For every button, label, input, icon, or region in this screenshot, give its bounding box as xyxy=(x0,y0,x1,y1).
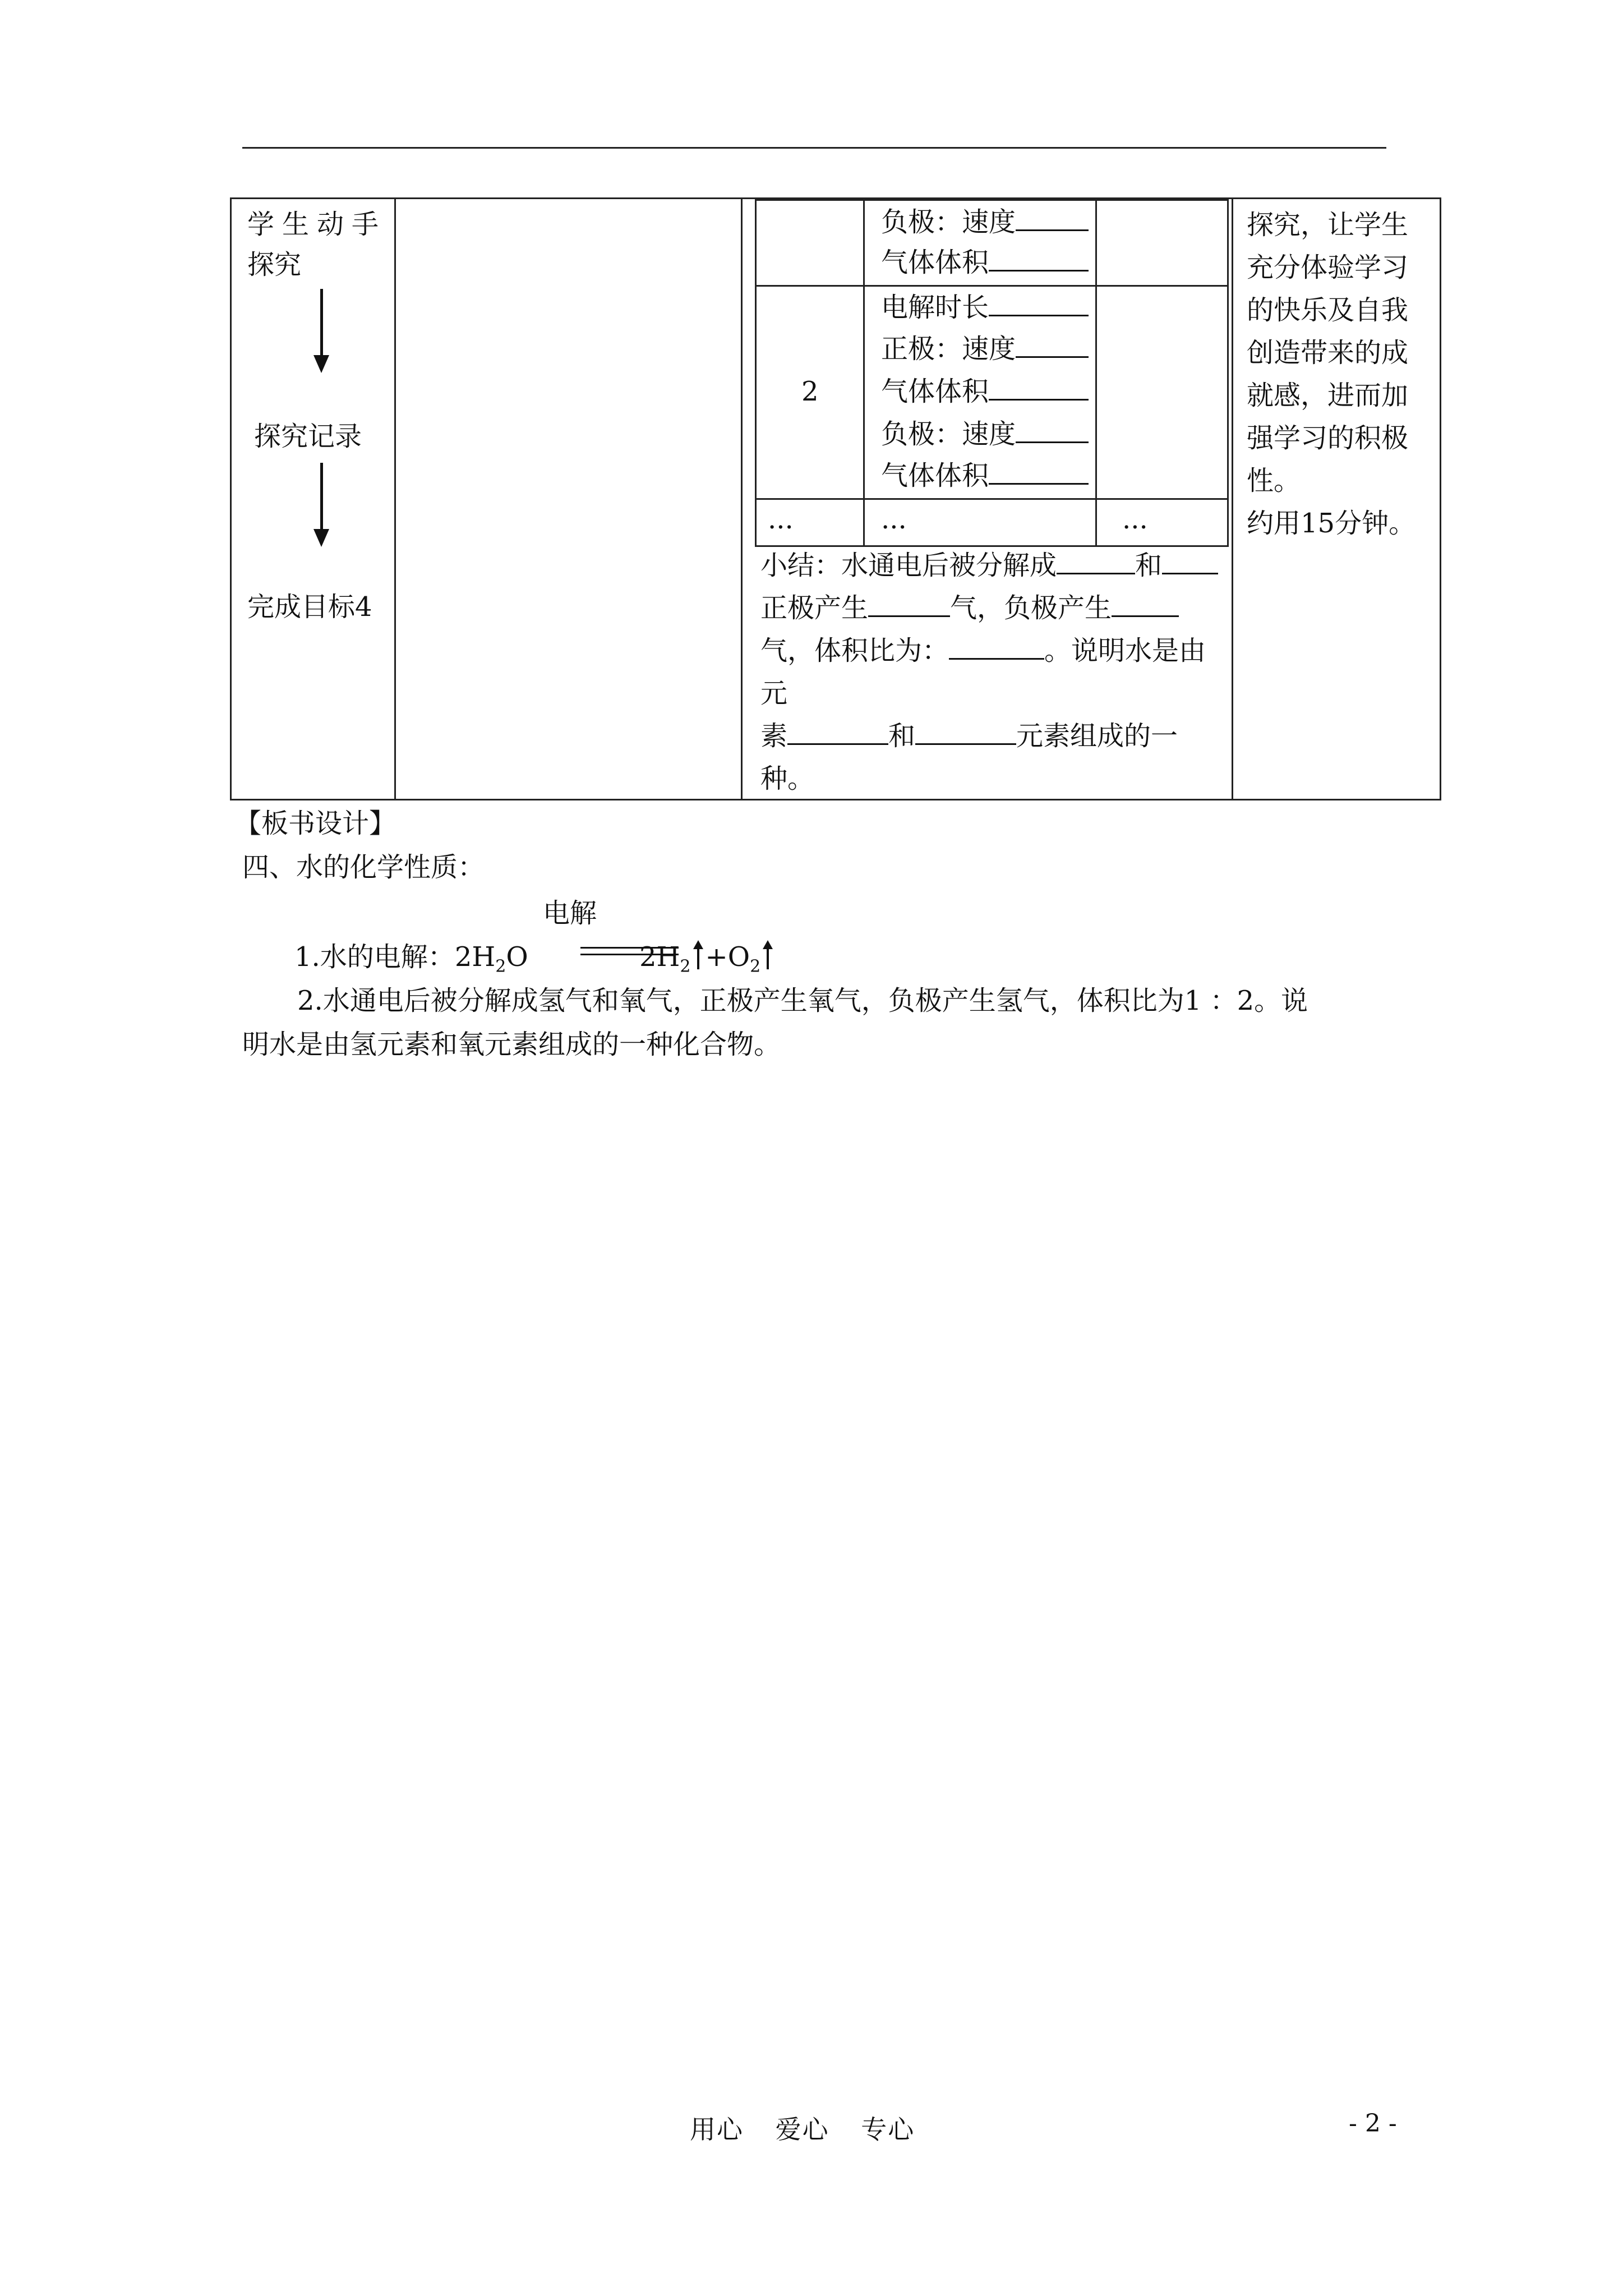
record-cell: 负极：速度 xyxy=(881,201,1089,243)
summary-line: 种。 xyxy=(760,763,815,794)
activity-step-1b: 探究 xyxy=(247,249,302,280)
conclusion-line: 明水是由氢元素和氧元素组成的一种化合物。 xyxy=(242,1029,781,1060)
intent-line: 创造带来的成 xyxy=(1247,337,1409,369)
summary-line: 元 xyxy=(760,678,788,709)
intent-line: 性。 xyxy=(1247,465,1301,496)
intent-line: 的快乐及自我 xyxy=(1247,295,1409,326)
equation-line: 1.水的电解：$2H_2O$ xyxy=(294,941,528,977)
activity-column xyxy=(232,199,394,799)
table-divider xyxy=(394,199,396,799)
record-cell: 气体体积 xyxy=(881,370,1089,413)
intent-line: 探究，让学生 xyxy=(1247,209,1409,241)
record-cell: 气体体积 xyxy=(881,454,1089,497)
equation-products: $2H_2$ $+O_2$ xyxy=(639,936,775,988)
table-divider xyxy=(741,199,743,799)
intent-line: 就感，进而加 xyxy=(1247,380,1409,411)
summary-line: 气，体积比为： 。说明水是由 xyxy=(760,629,1206,672)
record-cell: 气体体积 xyxy=(881,241,1089,284)
footer-motto: 用心 爱心 专心 xyxy=(690,2114,915,2145)
summary-line: 正极产生 气，负极产生 xyxy=(760,587,1179,629)
record-ellipsis: ... xyxy=(1122,504,1148,535)
record-ellipsis: ... xyxy=(768,504,794,535)
activity-step-2: 探究记录 xyxy=(254,421,362,452)
record-cell: 负极：速度 xyxy=(881,413,1089,455)
summary-line: 素 和 元素组成的一 xyxy=(760,715,1178,757)
record-cell: 电解时长 xyxy=(881,286,1089,329)
intent-line: 约用15分钟。 xyxy=(1247,508,1416,539)
header-rule xyxy=(242,147,1386,149)
intent-line: 强学习的积极 xyxy=(1247,422,1409,454)
gas-up-arrow-icon xyxy=(763,940,773,969)
activity-step-3: 完成目标4 xyxy=(247,591,372,623)
experiment-record-table xyxy=(755,199,1229,547)
record-ellipsis: ... xyxy=(881,504,907,535)
board-heading: 【板书设计】 xyxy=(234,808,396,839)
board-section: 四、水的化学性质： xyxy=(242,852,485,883)
gas-up-arrow-icon xyxy=(693,940,703,969)
summary-line: 小结：水通电后被分解成 和 xyxy=(760,544,1218,587)
page-number: - 2 - xyxy=(1349,2109,1397,2138)
reaction-condition: 电解 xyxy=(543,898,597,929)
table-divider xyxy=(1232,199,1233,799)
activity-step-1a: 学生动手 xyxy=(247,209,387,240)
record-cell: 正极：速度 xyxy=(881,328,1089,370)
intent-line: 充分体验学习 xyxy=(1247,252,1409,283)
conclusion-line: 2.水通电后被分解成氢气和氧气，正极产生氧气，负极产生氢气，体积比为1 ：2。说 xyxy=(297,985,1308,1016)
record-row-number: 2 xyxy=(801,376,819,407)
